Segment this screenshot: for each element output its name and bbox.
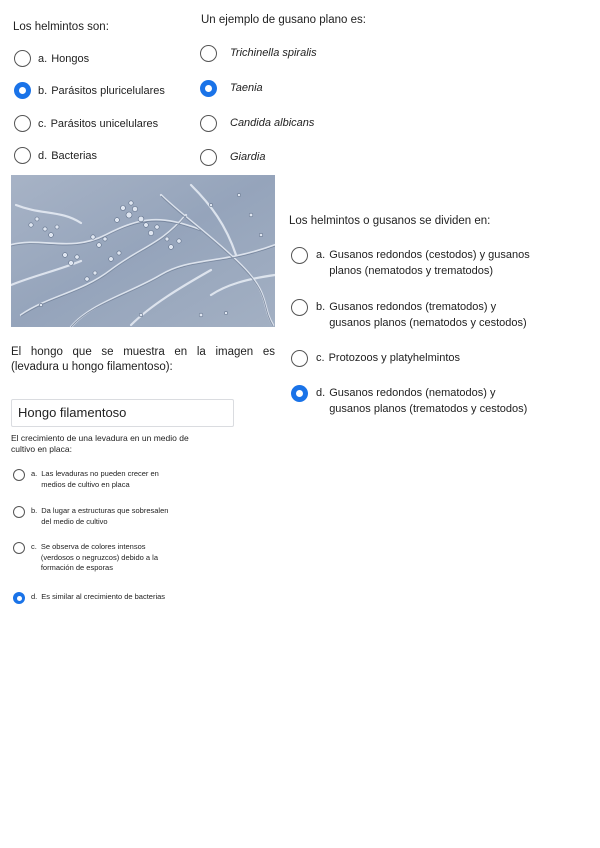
radio-button[interactable] bbox=[200, 115, 217, 132]
q1-option-a[interactable]: a. Hongos bbox=[14, 50, 89, 67]
q3-option-a[interactable]: a. Gusanos redondos (cestodos) y gusanos planos (nematodos y trematodos) bbox=[291, 247, 530, 279]
q3-question: Los helmintos o gusanos se dividen en: bbox=[289, 215, 491, 227]
radio-button-selected[interactable] bbox=[14, 82, 31, 99]
radio-button[interactable] bbox=[291, 299, 308, 316]
q2-option-4[interactable]: Giardia bbox=[200, 149, 265, 166]
radio-button[interactable] bbox=[291, 350, 308, 367]
radio-button[interactable] bbox=[200, 149, 217, 166]
q5-option-b[interactable]: b. Da lugar a estructuras que sobresalen del medio de cultivo bbox=[13, 506, 168, 527]
q1-question: Los helmintos son: bbox=[13, 21, 109, 33]
q2-option-2[interactable]: Taenia bbox=[200, 80, 263, 97]
radio-button-selected[interactable] bbox=[200, 80, 217, 97]
q1-option-d[interactable]: d. Bacterias bbox=[14, 147, 97, 164]
q5-option-a[interactable]: a. Las levaduras no pueden crecer en medios de cultivo en placa bbox=[13, 469, 159, 490]
radio-button[interactable] bbox=[291, 247, 308, 264]
radio-button[interactable] bbox=[14, 50, 31, 67]
radio-button[interactable] bbox=[14, 115, 31, 132]
radio-button-selected[interactable] bbox=[13, 592, 25, 604]
q5-option-c[interactable]: c. Se observa de colores intensos (verdosos o negruzcos) debido a la formación de esporas bbox=[13, 542, 158, 574]
radio-button[interactable] bbox=[13, 542, 25, 554]
q3-option-c[interactable]: c. Protozoos y platyhelmintos bbox=[291, 350, 460, 367]
q2-question: Un ejemplo de gusano plano es: bbox=[201, 14, 366, 26]
q2-option-3[interactable]: Candida albicans bbox=[200, 115, 314, 132]
radio-button[interactable] bbox=[14, 147, 31, 164]
q1-option-b[interactable]: b. Parásitos pluricelulares bbox=[14, 82, 165, 99]
q5-option-d[interactable]: d. Es similar al crecimiento de bacterias bbox=[13, 592, 165, 604]
radio-button[interactable] bbox=[13, 506, 25, 518]
fungus-micrograph bbox=[11, 175, 275, 327]
q5-question: El crecimiento de una levadura en un medio de cultivo en placa: bbox=[11, 433, 189, 454]
q3-option-d[interactable]: d. Gusanos redondos (nematodos) y gusanos planos (trematodos y cestodos) bbox=[291, 385, 527, 417]
radio-button-selected[interactable] bbox=[291, 385, 308, 402]
q4-question: El hongo que se muestra en la imagen es (levadura u hongo filamentoso): bbox=[11, 346, 275, 373]
radio-button[interactable] bbox=[200, 45, 217, 62]
q1-option-c[interactable]: c. Parásitos unicelulares bbox=[14, 115, 158, 132]
q2-option-1[interactable]: Trichinella spiralis bbox=[200, 45, 317, 62]
q4-answer-field[interactable]: Hongo filamentoso bbox=[11, 399, 234, 427]
radio-button[interactable] bbox=[13, 469, 25, 481]
q3-option-b[interactable]: b. Gusanos redondos (trematodos) y gusanos planos (nematodos y cestodos) bbox=[291, 299, 527, 331]
